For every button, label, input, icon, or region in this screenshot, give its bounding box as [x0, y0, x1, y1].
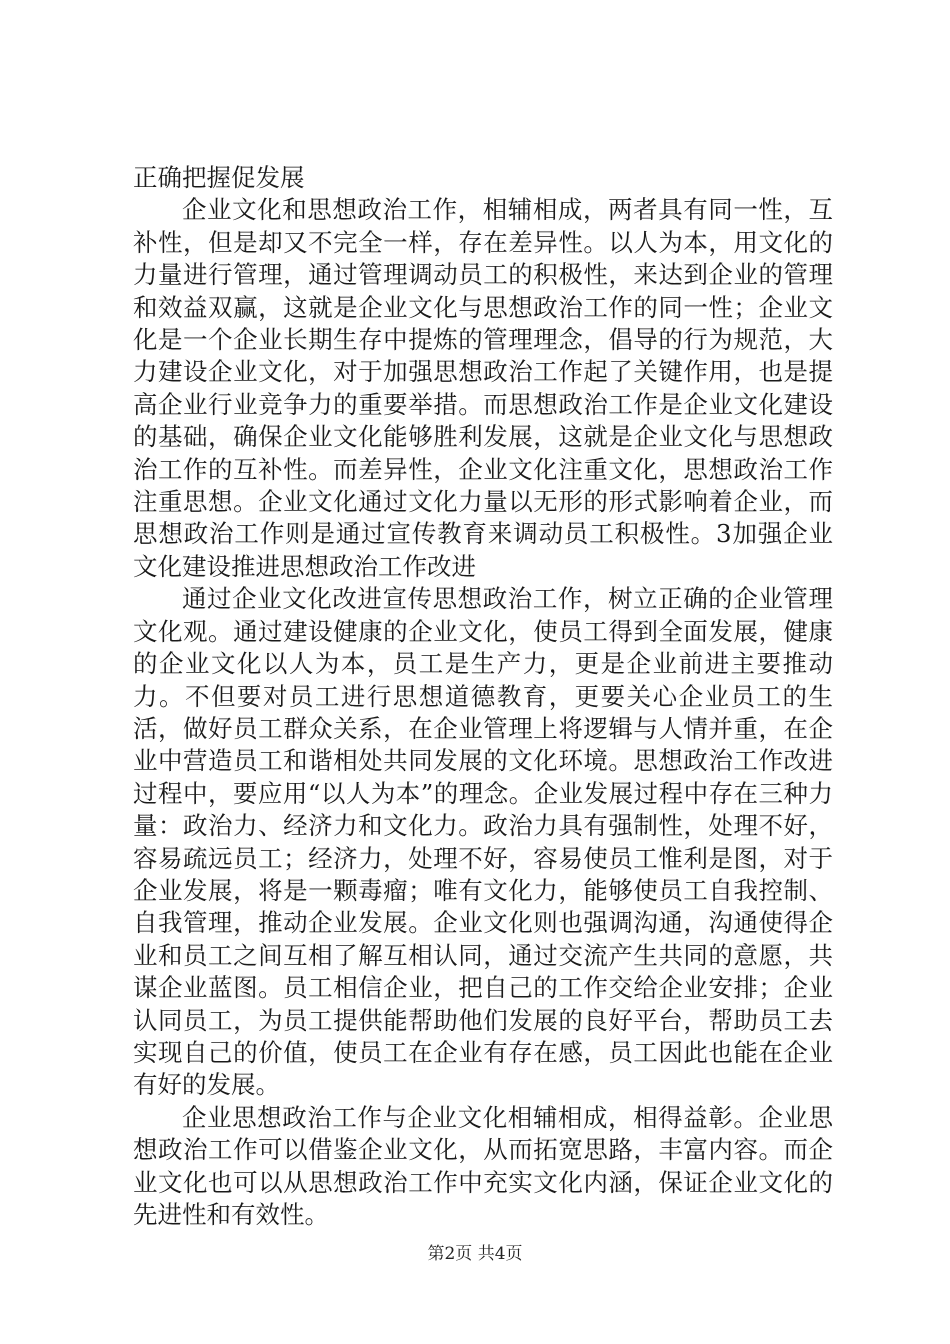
document-body	[133, 162, 833, 1231]
heading-fragment: 正确把握促发展	[133, 163, 305, 192]
paragraph-2: 通过企业文化改进宣传思想政治工作，树立正确的企业管理文化观。通过建设健康的企业文化，使员工得到全面发展，健康的企业文化以人为本，员工是生产力，更是企业前进主要推动力。不但要对员工进行思想道德教育，更要关心企业员工的生活，做好员工群众关系，在企业管理上将逻辑与人情并重，在企业中营造员工和谐相处共同发展的文化环境。思想政治工作改进过程中，要应用“以人为本”的理念。企业发展过程中存在三种力量：政治力、经济力和文化力。政治力具有强制性，处理不好，容易疏远员工；经济力，处理不好，容易使员工惟利是图，对于企业发展，将是一颗毒瘤；唯有文化力，能够使员工自我控制、自我管理，推动企业发展。企业文化则也强调沟通，沟通使得企业和员工之间互相了解互相认同，通过交流产生共同的意愿，共谋企业蓝图。员工相信企业，把自己的工作交给企业安排；企业认同员工，为员工提供能帮助他们发展的良好平台，帮助员工去实现自己的价值，使员工在企业有存在感，员工因此也能在企业有好的发展。	[133, 584, 833, 1100]
paragraph-1: 企业文化和思想政治工作，相辅相成，两者具有同一性，互补性，但是却又不完全一样，存在差异性。以人为本，用文化的力量进行管理，通过管理调动员工的积极性，来达到企业的管理和效益双赢，这就是企业文化与思想政治工作的同一性；企业文化是一个企业长期生存中提炼的管理理念，倡导的行为规范，大力建设企业文化，对于加强思想政治工作起了关键作用，也是提高企业行业竞争力的重要举措。而思想政治工作是企业文化建设的基础，确保企业文化能够胜利发展，这就是企业文化与思想政治工作的互补性。而差异性，企业文化注重文化，思想政治工作注重思想。企业文化通过文化力量以无形的形式影响着企业，而思想政治工作则是通过宣传教育来调动员工积极性。3加强企业文化建设推进思想政治工作改进	[133, 195, 833, 581]
paragraph-3: 企业思想政治工作与企业文化相辅相成，相得益彰。企业思想政治工作可以借鉴企业文化，从而拓宽思路，丰富内容。而企业文化也可以从思想政治工作中充实文化内涵，保证企业文化的先进性和有效性。	[133, 1102, 833, 1229]
page-number-footer: 第2页 共4页	[427, 1244, 523, 1264]
